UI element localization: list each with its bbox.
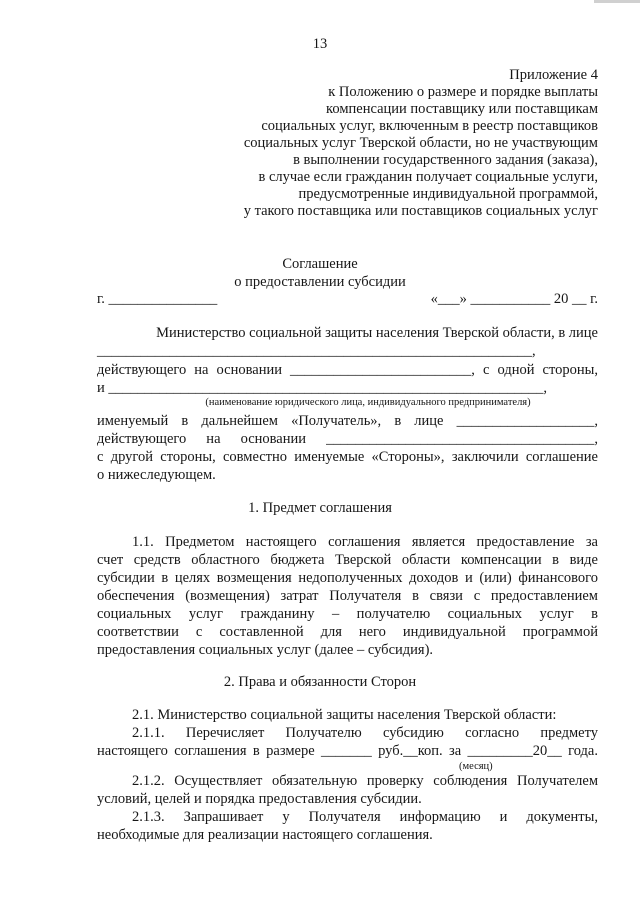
appendix-title: Приложение 4 — [509, 67, 598, 83]
preamble-line: ____________________________________________________________, — [97, 343, 536, 359]
appendix-line: в выполнении государственного задания (заказа), — [293, 152, 598, 168]
appendix-line: социальных услуг, включенным в реестр поставщиков — [261, 118, 598, 134]
section1-line: 1.1. Предметом настоящего соглашения является предоставление за — [132, 534, 598, 550]
section2-line: 2.1. Министерство социальной защиты населения Тверской области: — [132, 707, 557, 723]
preamble-line: действующего на основании _____________________________________, — [97, 431, 598, 447]
appendix-line: у такого поставщика или поставщиков социальных услуг — [243, 203, 598, 219]
preamble-caption: (наименование юридического лица, индивидуального предпринимателя) — [205, 397, 531, 408]
section1-line: субсидии в целях возмещения недополученных доходов и (или) финансового — [97, 570, 598, 586]
section2-line: условий, целей и порядка предоставления субсидии. — [97, 791, 422, 807]
appendix-line: предусмотренные индивидуальной программой, — [298, 186, 598, 202]
page-number: 13 — [312, 36, 328, 52]
section1-line: обеспечения (возмещения) затрат Получателя в связи с предоставлением — [97, 588, 598, 604]
section2-line: 2.1.3. Запрашивает у Получателя информацию и документы, — [132, 809, 598, 825]
preamble-line: Министерство социальной защиты населения Тверской области, в лице — [156, 325, 598, 341]
city-field: г. _______________ — [97, 291, 218, 307]
section2-line: 2.1.1. Перечисляет Получателю субсидию согласно предмету — [132, 725, 598, 741]
section2-line: настоящего соглашения в размере _______ руб.__коп. за _________20__ года. — [97, 743, 598, 759]
section2-title: 2. Права и обязанности Сторон — [223, 674, 417, 690]
month-caption: (месяц) — [459, 761, 493, 772]
appendix-line: компенсации поставщику или поставщикам — [326, 101, 598, 117]
preamble-line: о нижеследующем. — [97, 467, 216, 483]
section1-line: предоставления социальных услуг (далее – субсидия). — [97, 642, 434, 658]
section1-title: 1. Предмет соглашения — [248, 500, 392, 516]
preamble-line: именуемый в дальнейшем «Получатель», в лице ___________________, — [97, 413, 598, 429]
agreement-title: Соглашение — [282, 256, 358, 272]
appendix-line: в случае если гражданин получает социальные услуги, — [258, 169, 598, 185]
preamble-line: действующего на основании _________________________, с одной стороны, — [97, 362, 598, 378]
preamble-line: и ____________________________________________________________, — [97, 380, 548, 396]
preamble-line: с другой стороны, совместно именуемые «Стороны», заключили соглашение — [97, 449, 598, 465]
section1-line: социальных услуг гражданину – получателю социальных услуг в — [97, 606, 598, 622]
agreement-subtitle: о предоставлении субсидии — [234, 274, 406, 290]
date-field: «___» ___________ 20 __ г. — [430, 291, 598, 307]
appendix-line: к Положению о размере и порядке выплаты — [328, 84, 598, 100]
section2-line: необходимые для реализации настоящего соглашения. — [97, 827, 433, 843]
section1-line: счет средств областного бюджета Тверской области компенсации в виде — [97, 552, 598, 568]
appendix-line: социальных услуг Тверской области, но не участвующим — [243, 135, 598, 151]
section1-line: соответствии с составленной для него индивидуальной программой — [97, 624, 598, 640]
corner-mark — [594, 0, 640, 3]
section2-line: 2.1.2. Осуществляет обязательную проверку соблюдения Получателем — [132, 773, 598, 789]
